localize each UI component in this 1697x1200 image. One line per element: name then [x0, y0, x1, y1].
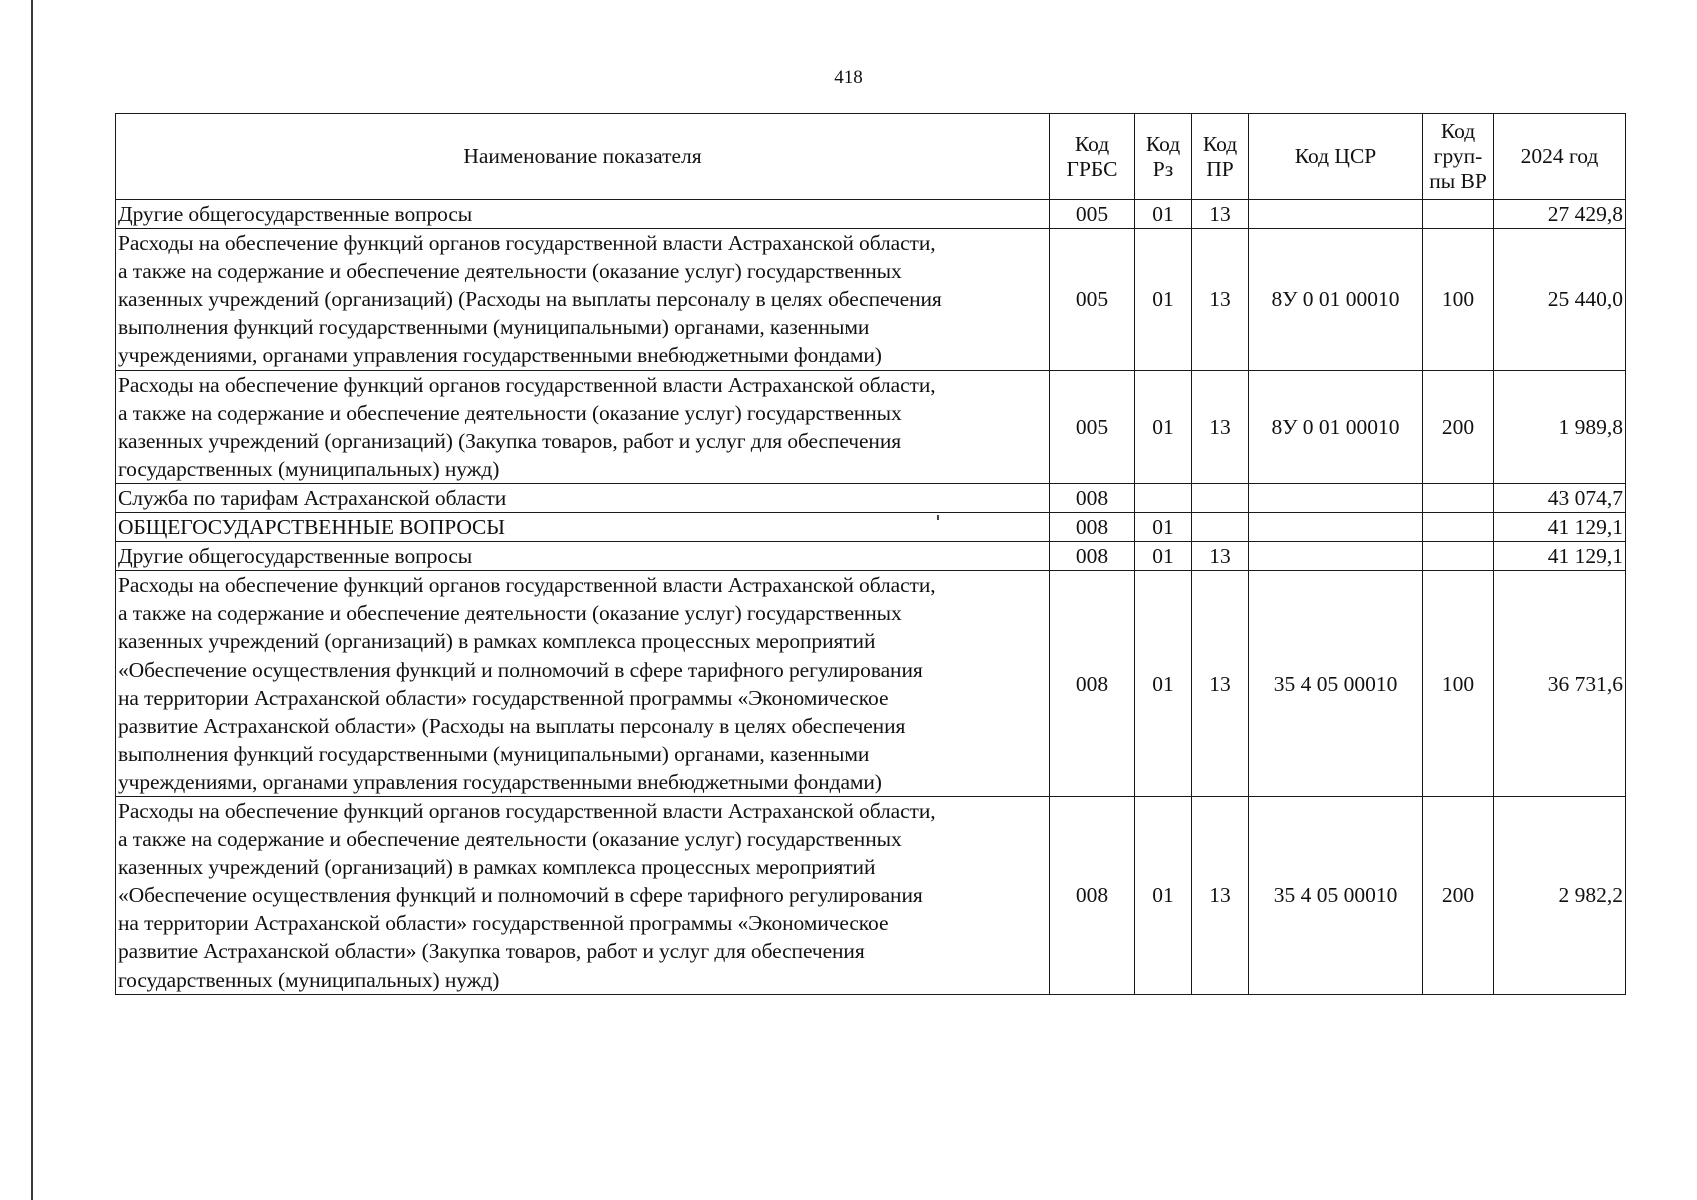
row-pr	[1192, 513, 1249, 542]
row-pr: 13	[1192, 542, 1249, 571]
scan-speck	[937, 515, 939, 520]
row-pr: 13	[1192, 200, 1249, 229]
header-name: Наименование показателя	[116, 114, 1050, 200]
row-csr: 8У 0 01 00010	[1249, 229, 1423, 370]
row-grbs: 008	[1050, 796, 1135, 994]
row-vr: 200	[1423, 370, 1494, 483]
row-grbs: 005	[1050, 229, 1135, 370]
row-name: Служба по тарифам Астраханской области	[116, 483, 1050, 512]
row-name: Расходы на обеспечение функций органов государственной власти Астраханской области, а также на содержание и обеспечение деятельности (оказание услуг) государственных казенных учреждений (организаций) (Расходы на выплаты персоналу в целях обеспечения выполнения функций государственными (муниципальными) органами, казенными учреждениями, органами управления государственными внебюджетными фондами)	[116, 229, 1050, 370]
table-header-row	[116, 114, 1626, 200]
row-csr	[1249, 200, 1423, 229]
table-row	[116, 483, 1626, 512]
row-amount: 41 129,1	[1494, 513, 1626, 542]
table-row	[116, 229, 1626, 370]
row-amount: 1 989,8	[1494, 370, 1626, 483]
row-vr	[1423, 200, 1494, 229]
row-name: Расходы на обеспечение функций органов государственной власти Астраханской области, а также на содержание и обеспечение деятельности (оказание услуг) государственных казенных учреждений (организаций) (Закупка товаров, работ и услуг для обеспечения государственных (муниципальных) нужд)	[116, 370, 1050, 483]
row-vr: 100	[1423, 229, 1494, 370]
row-rz	[1135, 483, 1192, 512]
table-row	[116, 200, 1626, 229]
row-rz: 01	[1135, 513, 1192, 542]
budget-table	[115, 113, 1626, 995]
row-csr	[1249, 483, 1423, 512]
row-grbs: 008	[1050, 513, 1135, 542]
row-name: ОБЩЕГОСУДАРСТВЕННЫЕ ВОПРОСЫ	[116, 513, 1050, 542]
header-pr: Код ПР	[1192, 114, 1249, 200]
header-rz: Код Рз	[1135, 114, 1192, 200]
row-csr	[1249, 542, 1423, 571]
table-row	[116, 513, 1626, 542]
page-number: 418	[834, 67, 863, 88]
row-grbs: 005	[1050, 200, 1135, 229]
row-rz: 01	[1135, 796, 1192, 994]
table-row	[116, 370, 1626, 483]
row-amount: 25 440,0	[1494, 229, 1626, 370]
row-rz: 01	[1135, 571, 1192, 797]
row-rz: 01	[1135, 370, 1192, 483]
row-grbs: 008	[1050, 571, 1135, 797]
row-name: Другие общегосударственные вопросы	[116, 542, 1050, 571]
row-vr	[1423, 483, 1494, 512]
row-amount: 41 129,1	[1494, 542, 1626, 571]
row-name: Расходы на обеспечение функций органов государственной власти Астраханской области, а также на содержание и обеспечение деятельности (оказание услуг) государственных казенных учреждений (организаций) в рамках комплекса процессных мероприятий «Обеспечение осуществления функций и полномочий в сфере тарифного регулирования на территории Астраханской области» государственной программы «Экономическое развитие Астраханской области» (Закупка товаров, работ и услуг для обеспечения государственных (муниципальных) нужд)	[116, 796, 1050, 994]
row-rz: 01	[1135, 200, 1192, 229]
row-pr: 13	[1192, 796, 1249, 994]
row-csr	[1249, 513, 1423, 542]
row-csr: 8У 0 01 00010	[1249, 370, 1423, 483]
header-year: 2024 год	[1494, 114, 1626, 200]
row-csr: 35 4 05 00010	[1249, 571, 1423, 797]
row-pr	[1192, 483, 1249, 512]
row-amount: 36 731,6	[1494, 571, 1626, 797]
row-pr: 13	[1192, 370, 1249, 483]
page-binding-edge	[31, 0, 33, 1200]
table-row	[116, 796, 1626, 994]
row-pr: 13	[1192, 571, 1249, 797]
row-grbs: 008	[1050, 483, 1135, 512]
row-name: Другие общегосударственные вопросы	[116, 200, 1050, 229]
row-grbs: 008	[1050, 542, 1135, 571]
row-name: Расходы на обеспечение функций органов государственной власти Астраханской области, а также на содержание и обеспечение деятельности (оказание услуг) государственных казенных учреждений (организаций) в рамках комплекса процессных мероприятий «Обеспечение осуществления функций и полномочий в сфере тарифного регулирования на территории Астраханской области» государственной программы «Экономическое развитие Астраханской области» (Расходы на выплаты персоналу в целях обеспечения выполнения функций государственными (муниципальными) органами, казенными учреждениями, органами управления государственными внебюджетными фондами)	[116, 571, 1050, 797]
row-amount: 2 982,2	[1494, 796, 1626, 994]
row-pr: 13	[1192, 229, 1249, 370]
header-vr: Код груп-пы ВР	[1423, 114, 1494, 200]
row-vr	[1423, 513, 1494, 542]
header-grbs: Код ГРБС	[1050, 114, 1135, 200]
header-csr: Код ЦСР	[1249, 114, 1423, 200]
row-vr: 200	[1423, 796, 1494, 994]
row-csr: 35 4 05 00010	[1249, 796, 1423, 994]
table-row	[116, 571, 1626, 797]
row-vr: 100	[1423, 571, 1494, 797]
row-vr	[1423, 542, 1494, 571]
row-amount: 43 074,7	[1494, 483, 1626, 512]
row-rz: 01	[1135, 229, 1192, 370]
row-grbs: 005	[1050, 370, 1135, 483]
row-rz: 01	[1135, 542, 1192, 571]
row-amount: 27 429,8	[1494, 200, 1626, 229]
table-row	[116, 542, 1626, 571]
